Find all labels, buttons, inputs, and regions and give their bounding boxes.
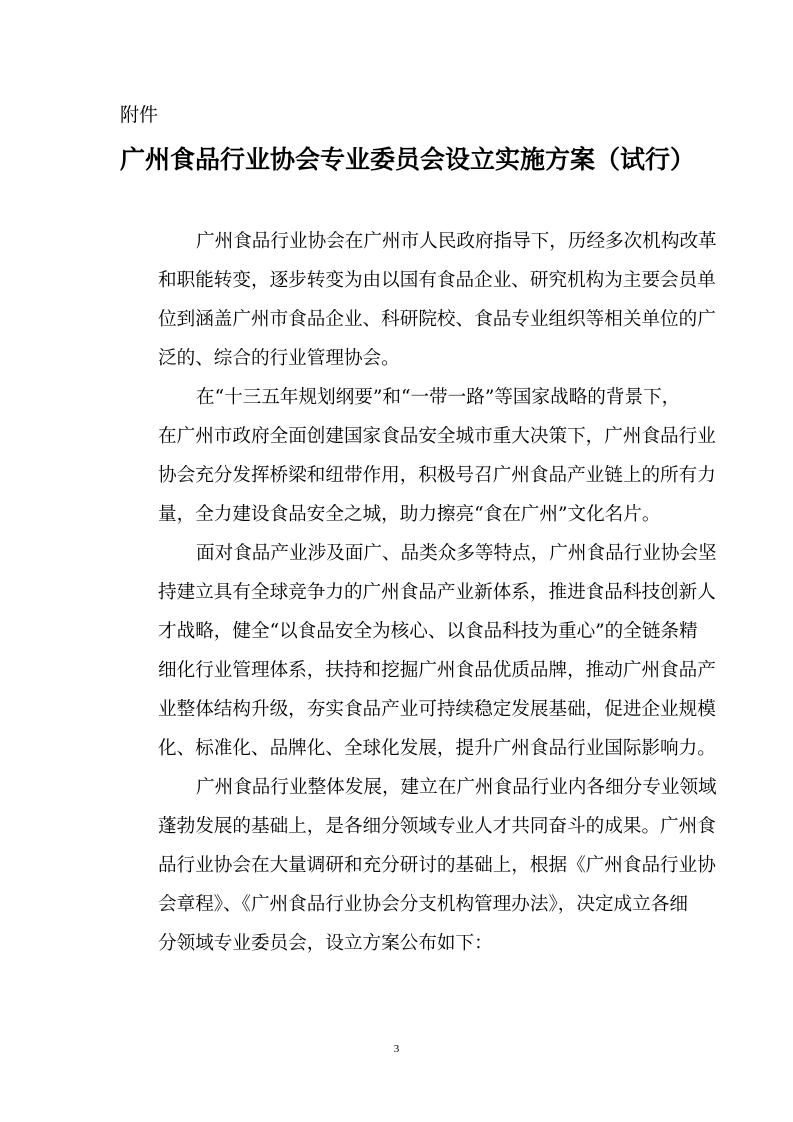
text-line: 细化行业管理体系，扶持和挖掘广州食品优质品牌，推动广州食品产 bbox=[158, 660, 716, 681]
text-line: 持建立具有全球竞争力的广州食品产业新体系，推进食品科技创新人 bbox=[158, 582, 716, 603]
text-line: 在广州市政府全面创建国家食品安全城市重大决策下，广州食品行业 bbox=[158, 426, 716, 447]
text-line: 位到涵盖广州市食品企业、科研院校、食品专业组织等相关单位的广 bbox=[158, 309, 716, 330]
text-line: 分领域专业委员会，设立方案公布如下： bbox=[158, 933, 493, 954]
paragraph bbox=[120, 768, 717, 963]
text-line: 量，全力建设食品安全之城，助力擦亮“食在广州”文化名片。 bbox=[158, 504, 661, 525]
text-line: 业整体结构升级，夯实食品产业可持续稳定发展基础，促进企业规模 bbox=[158, 699, 716, 720]
text-line: 和职能转变，逐步转变为由以国有食品企业、研究机构为主要会员单 bbox=[158, 270, 716, 291]
text-line: 广州食品行业协会在广州市人民政府指导下，历经多次机构改革 bbox=[196, 231, 717, 252]
text-line: 会章程》、《广州食品行业协会分支机构管理办法》，决定成立各细 bbox=[158, 894, 688, 915]
text-line: 在“十三五年规划纲要”和“一带一路”等国家战略的背景下， bbox=[196, 387, 681, 408]
attachment-label: 附件 bbox=[120, 104, 159, 126]
text-line: 面对食品产业涉及面广、品类众多等特点，广州食品行业协会坚 bbox=[196, 543, 717, 564]
text-line: 蓬勃发展的基础上，是各细分领域专业人才共同奋斗的成果。广州食 bbox=[158, 816, 716, 837]
paragraph bbox=[120, 534, 717, 768]
document-title: 广州食品行业协会专业委员会设立实施方案（试行） bbox=[120, 145, 696, 174]
document-body bbox=[120, 222, 717, 963]
text-line: 化、标准化、品牌化、全球化发展，提升广州食品行业国际影响力。 bbox=[158, 738, 716, 759]
page-number: 3 bbox=[393, 1043, 400, 1055]
text-line: 协会充分发挥桥梁和纽带作用，积极号召广州食品产业链上的所有力 bbox=[158, 465, 716, 486]
text-line: 泛的、综合的行业管理协会。 bbox=[158, 348, 400, 369]
text-line: 广州食品行业整体发展，建立在广州食品行业内各细分专业领域 bbox=[196, 777, 717, 798]
paragraph bbox=[120, 378, 716, 534]
text-line: 才战略，健全“以食品安全为核心、以食品科技为重心”的全链条精 bbox=[158, 621, 698, 642]
paragraph bbox=[120, 222, 717, 378]
text-line: 品行业协会在大量调研和充分研讨的基础上，根据《广州食品行业协 bbox=[158, 855, 716, 876]
